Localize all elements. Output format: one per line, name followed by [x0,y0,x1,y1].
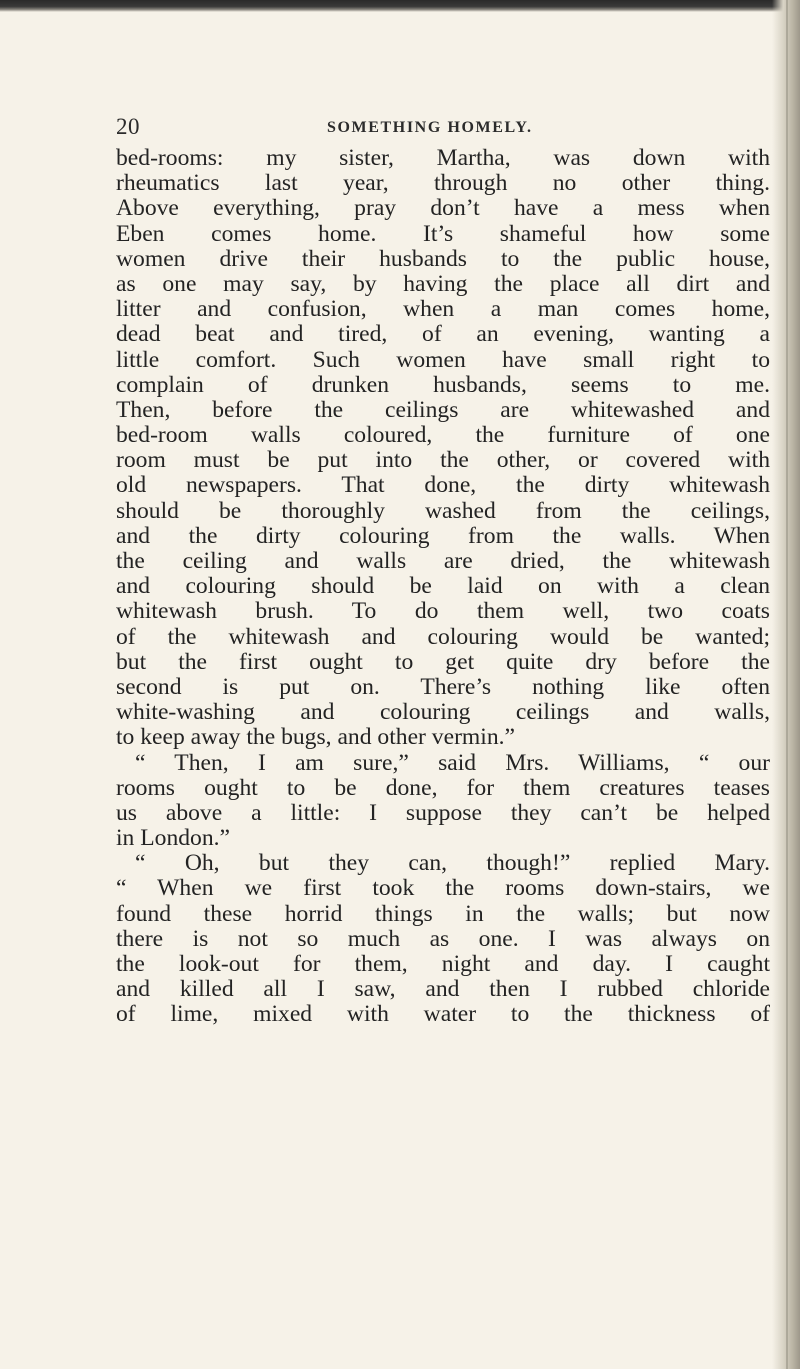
text-line: women drive their husbands to the public house, [116,245,770,272]
text-line: bed-rooms: my sister, Martha, was down with [116,145,770,171]
text-line: bed-room walls coloured, the furniture of one [116,422,770,449]
text-line: dead beat and tired, of an evening, wanting a [116,321,770,348]
text-line: the ceiling and walls are dried, the whitewash [116,548,770,574]
text-line: “ When we first took the rooms down-stairs, we [116,875,770,902]
text-line: of the whitewash and colouring would be wanted; [116,623,770,650]
text-line: there is not so much as one. I was always on [116,925,770,952]
text-line: white-washing and colouring ceilings and walls, [116,699,770,726]
text-line: should be thoroughly washed from the ceilings, [116,497,770,524]
text-line: little comfort. Such women have small right to [116,346,770,373]
text-line: old newspapers. That done, the dirty whitewash [116,472,770,499]
text-line: second is put on. There’s nothing like often [116,673,770,700]
text-line: as one may say, by having the place all dirt and [116,270,770,297]
text-line: whitewash brush. To do them well, two coats [116,598,770,625]
text-line: found these horrid things in the walls; but now [116,900,770,927]
text-line: and killed all I saw, and then I rubbed chloride [116,976,770,1003]
text-line: “ Oh, but they can, though!” replied Mary. [135,850,770,877]
text-line: the look-out for them, night and day. I caught [116,951,770,977]
text-line: to keep away the bugs, and other vermin.” [116,724,515,751]
text-line: Eben comes home. It’s shameful how some [116,220,770,247]
body-text [116,146,770,1028]
text-line: room must be put into the other, or covered with [116,447,770,474]
running-head: SOMETHING HOMELY. [327,119,533,136]
text-line: rheumatics last year, through no other thing. [116,170,770,197]
text-line: but the first ought to get quite dry before the [116,648,770,675]
text-line: of lime, mixed with water to the thickness of [116,1001,770,1028]
page-header [116,114,766,144]
text-line: Then, before the ceilings are whitewashed and [116,396,770,423]
text-line: “ Then, I am sure,” said Mrs. Williams, “ our [135,749,770,776]
text-line: us above a little: I suppose they can’t be helped [116,799,770,826]
text-line: in London.” [116,825,231,852]
scan-top-band [0,0,800,12]
page-number: 20 [116,114,140,139]
page-edge-line [786,0,788,1369]
text-line: complain of drunken husbands, seems to me. [116,371,770,398]
text-line: and the dirty colouring from the walls. When [116,522,770,549]
text-line: Above everything, pray don’t have a mess when [116,195,770,222]
text-line: rooms ought to be done, for them creatures teases [116,774,770,801]
text-line: and colouring should be laid on with a clean [116,573,770,600]
text-line: litter and confusion, when a man comes home, [116,296,770,323]
